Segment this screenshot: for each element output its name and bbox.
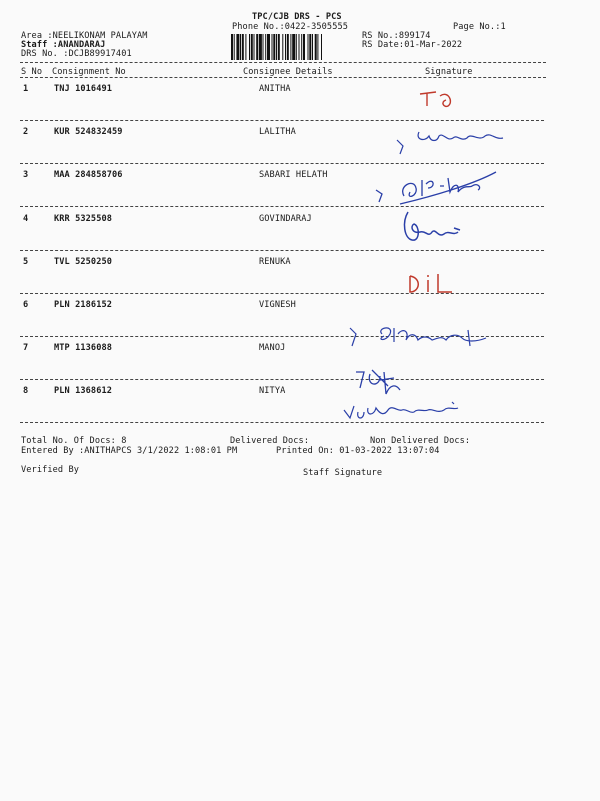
staff-signature: Staff Signature — [303, 468, 383, 478]
signature-row-6 — [346, 318, 496, 356]
row-consignment-no: TVL 5250250 — [54, 257, 113, 267]
row-consignment-no: PLN 2186152 — [54, 300, 113, 310]
divider — [20, 77, 546, 78]
row-consignment-no: MTP 1136088 — [54, 343, 113, 353]
drs-number: DRS No. :DCJB89917401 — [21, 49, 132, 59]
barcode — [231, 34, 349, 60]
column-header-signature: Signature — [425, 67, 473, 77]
row-sno: 3 — [23, 170, 29, 180]
phone-number: Phone No.:0422-3505555 — [232, 22, 349, 32]
delivered-docs: Delivered Docs: — [230, 436, 310, 446]
row-divider — [20, 163, 544, 164]
total-docs: Total No. Of Docs: 8 — [21, 436, 127, 446]
entered-by: Entered By :ANITHAPCS 3/1/2022 1:08:01 PM — [21, 446, 238, 456]
row-consignment-no: PLN 1368612 — [54, 386, 113, 396]
signature-row-2 — [395, 126, 515, 160]
row-consignee: NITYA — [259, 386, 286, 396]
row-sno: 2 — [23, 127, 29, 137]
non-delivered-docs: Non Delivered Docs: — [370, 436, 471, 446]
sheet-title: TPC/CJB DRS - PCS — [252, 12, 342, 22]
signature-row-4 — [398, 208, 468, 248]
row-divider — [20, 120, 544, 121]
row-sno: 5 — [23, 257, 29, 267]
row-sno: 8 — [23, 386, 29, 396]
row-consignee: ANITHA — [259, 84, 291, 94]
rs-date: RS Date:01-Mar-2022 — [362, 40, 463, 50]
row-sno: 6 — [23, 300, 29, 310]
signature-row-3 — [374, 166, 504, 214]
row-divider — [20, 379, 544, 380]
row-consignment-no: KRR 5325508 — [54, 214, 113, 224]
signature-row-5 — [406, 270, 466, 296]
row-sno: 7 — [23, 343, 29, 353]
staff-field: Staff :ANANDARAJ — [21, 40, 106, 50]
signature-row-8 — [340, 398, 470, 426]
column-header-consignment: Consignment No — [52, 67, 126, 77]
signature-row-1 — [418, 88, 468, 114]
column-header-sno: S No — [21, 67, 43, 77]
row-consignee: GOVINDARAJ — [259, 214, 312, 224]
row-consignee: RENUKA — [259, 257, 291, 267]
row-divider — [20, 250, 544, 251]
verified-by: Verified By — [21, 465, 80, 475]
row-consignment-no: TNJ 1016491 — [54, 84, 113, 94]
row-consignment-no: MAA 284858706 — [54, 170, 123, 180]
area-field: Area :NEELIKONAM PALAYAM — [21, 31, 148, 41]
row-sno: 4 — [23, 214, 29, 224]
row-consignee: VIGNESH — [259, 300, 296, 310]
divider — [20, 62, 546, 63]
row-sno: 1 — [23, 84, 29, 94]
signature-row-7 — [354, 366, 414, 396]
row-consignee: MANOJ — [259, 343, 286, 353]
printed-on: Printed On: 01-03-2022 13:07:04 — [276, 446, 440, 456]
row-consignee: LALITHA — [259, 127, 296, 137]
row-consignee: SABARI HELATH — [259, 170, 328, 180]
column-header-consignee: Consignee Details — [243, 67, 333, 77]
row-consignment-no: KUR 524832459 — [54, 127, 123, 137]
page-number: Page No.:1 — [453, 22, 506, 32]
rs-number: RS No.:899174 — [362, 31, 431, 41]
